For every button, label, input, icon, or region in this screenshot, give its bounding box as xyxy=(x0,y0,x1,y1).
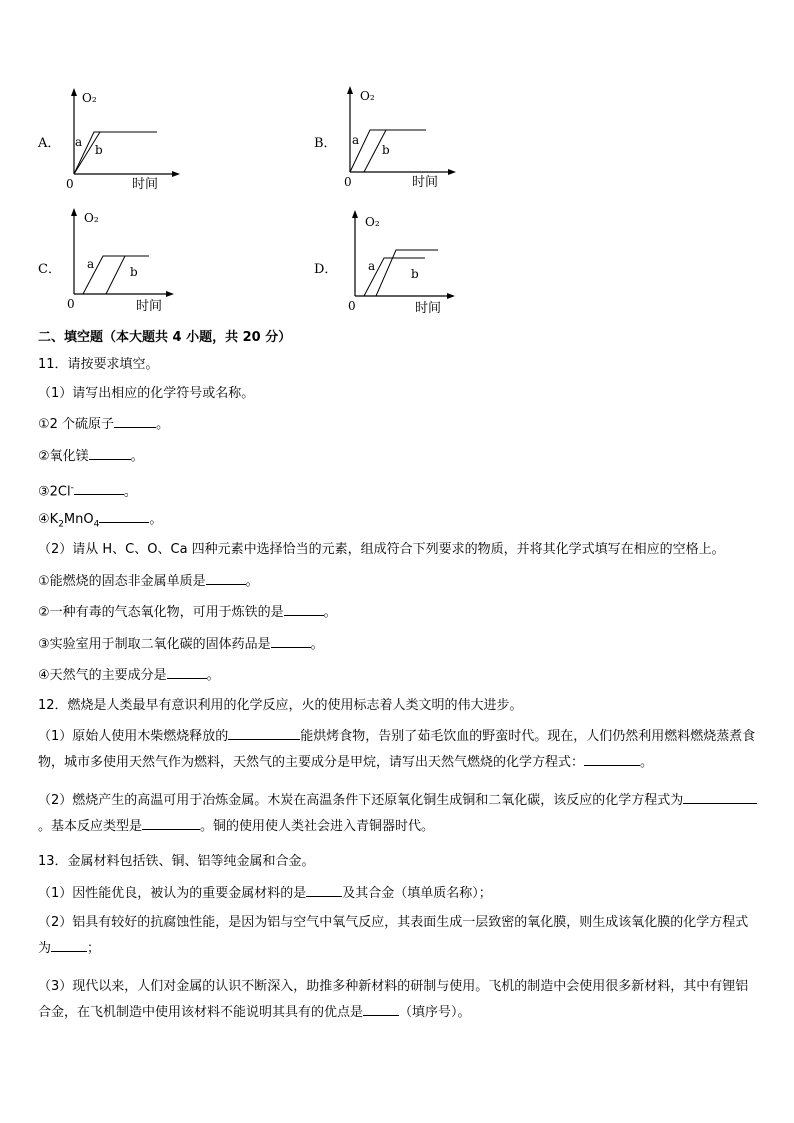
q11-item3 xyxy=(38,479,137,501)
q12-part2-text-a: （2）燃烧产生的高温可用于冶炼金属。木炭在高温条件下还原氧化铜生成铜和二氧化碳，该反应的化学方程式为 xyxy=(38,793,684,808)
answer-blank[interactable] xyxy=(271,635,311,648)
q13-part3 xyxy=(38,974,758,1026)
option-d-label: D． xyxy=(314,262,338,277)
graph-d-x-label: 时间 xyxy=(415,301,442,316)
graph-d-svg xyxy=(341,210,481,320)
graph-c-origin: 0 xyxy=(67,297,75,311)
graph-a-label-a: a xyxy=(75,135,83,149)
graph-a-origin: 0 xyxy=(66,177,74,191)
graph-c-svg xyxy=(60,208,200,318)
graph-d-line-b xyxy=(376,250,438,296)
q13-part3-text: （3）现代以来，人们对金属的认识不断深入，助推多种新材料的研制与使用。飞机的制造中会使用很多新材料，其中有锂铝合金，在飞机制造中使用该材料不能说明其具有的优点是 xyxy=(38,979,749,1020)
q11-sub3 xyxy=(38,635,324,654)
q11-item4-sub2: 4 xyxy=(93,519,100,530)
q11-item2-text: ②氧化镁 xyxy=(38,449,89,464)
answer-blank[interactable] xyxy=(284,603,324,616)
q11-sub2-end: 。 xyxy=(323,605,337,620)
graph-c-label-a: a xyxy=(87,257,95,271)
graph-d xyxy=(341,210,481,320)
q11-item3-end: 。 xyxy=(123,484,137,500)
graph-b xyxy=(336,86,476,196)
graph-c-line-b xyxy=(106,256,125,294)
graph-b-y-label: O₂ xyxy=(360,89,375,103)
q11-item1-text: ①2 个硫原子 xyxy=(38,417,115,432)
graph-b-label-b: b xyxy=(382,143,390,157)
answer-blank[interactable] xyxy=(306,884,342,897)
q11-item4-mid: MnO xyxy=(63,512,94,527)
q11-sub1 xyxy=(38,572,259,591)
q12-stem: 12．燃烧是人类最早有意识利用的化学反应，火的使用标志着人类文明的伟大进步。 xyxy=(38,698,523,713)
answer-blank[interactable] xyxy=(51,939,87,952)
q12-part1 xyxy=(38,724,758,776)
q13-part1-text-b: 及其合金（填单质名称）； xyxy=(342,886,492,901)
q11-item4-sub1: 2 xyxy=(58,519,64,530)
answer-blank[interactable] xyxy=(584,753,640,766)
q11-item2-end: 。 xyxy=(130,449,144,464)
graph-b-x-label: 时间 xyxy=(412,175,439,190)
q11-sub2 xyxy=(38,603,337,622)
q11-item1 xyxy=(38,415,169,434)
q13-stem: 13．金属材料包括铁、铜、铝等纯金属和合金。 xyxy=(38,854,315,869)
q11-item4-end: 。 xyxy=(149,512,163,527)
q11-sub4 xyxy=(38,666,220,685)
q12-part1-end: 。 xyxy=(640,755,654,770)
graph-a-y-label: O₂ xyxy=(82,91,97,105)
q11-sub2-text: ②一种有毒的气态氧化物，可用于炼铁的是 xyxy=(38,605,284,620)
q11-item2 xyxy=(38,447,144,466)
graph-c-y-label: O₂ xyxy=(84,211,99,225)
graph-d-label-b: b xyxy=(411,267,419,281)
q13-part2 xyxy=(38,910,758,962)
q11-sub3-end: 。 xyxy=(310,637,324,652)
q11-item3-text: ③2Cl xyxy=(38,484,71,500)
graph-a-x-label: 时间 xyxy=(132,177,159,192)
graph-b-label-a: a xyxy=(352,133,360,147)
graph-c-x-label: 时间 xyxy=(136,299,163,314)
q11-sub4-text: ④天然气的主要成分是 xyxy=(38,668,167,683)
section-title: 二、填空题（本大题共 4 小题，共 20 分） xyxy=(38,330,292,345)
answer-blank[interactable] xyxy=(228,727,300,740)
q11-part2: （2）请从 H、C、O、Ca 四种元素中选择恰当的元素，组成符合下列要求的物质，并将其化学式填写在相应的空格上。 xyxy=(38,542,725,557)
q11-item4 xyxy=(38,510,162,534)
graph-c xyxy=(60,208,200,318)
q11-item1-end: 。 xyxy=(156,417,170,432)
answer-blank[interactable] xyxy=(142,817,200,830)
q13-part2-text: （2）铝具有较好的抗腐蚀性能，是因为铝与空气中氧气反应，其表面生成一层致密的氧化膜，则生成该氧化膜的化学方程式为 xyxy=(38,915,749,956)
answer-blank[interactable] xyxy=(89,447,131,460)
q11-sub1-end: 。 xyxy=(245,574,259,589)
graph-d-label-a: a xyxy=(368,259,376,273)
graph-a-label-b: b xyxy=(95,143,103,157)
answer-blank[interactable] xyxy=(683,791,757,804)
q11-item3-sup: - xyxy=(70,483,74,493)
option-c-label: C． xyxy=(38,262,61,277)
answer-blank[interactable] xyxy=(167,666,207,679)
answer-blank[interactable] xyxy=(206,572,246,585)
graph-b-origin: 0 xyxy=(344,175,352,189)
option-b-label: B． xyxy=(314,136,337,151)
graph-d-y-label: O₂ xyxy=(365,215,380,229)
answer-blank[interactable] xyxy=(114,415,156,428)
q12-part1-text-b: 能烘烤食物，告别了茹毛饮血的野蛮时代。现在，人们仍然利用燃料燃烧蒸煮食物，城市多使用天然气作为燃料，天然气的主要成分是甲烷，请写出天然气燃烧的化学方程式： xyxy=(38,729,756,770)
q12-part1-text-a: （1）原始人使用木柴燃烧释放的 xyxy=(38,729,229,744)
q11-part1: （1）请写出相应的化学符号或名称。 xyxy=(38,386,255,401)
answer-blank[interactable] xyxy=(363,1003,399,1016)
q12-part2 xyxy=(38,788,758,840)
q13-part1-text-a: （1）因性能优良，被认为的重要金属材料的是 xyxy=(38,886,307,901)
q12-part2-text-c: 。铜的使用使人类社会进入青铜器时代。 xyxy=(200,819,435,834)
q11-item4-k: ④K xyxy=(38,512,59,527)
q13-part3-end: （填序号）。 xyxy=(399,1005,471,1020)
q13-part1 xyxy=(38,884,492,903)
q11-stem: 11．请按要求填空。 xyxy=(38,357,159,372)
q11-sub1-text: ①能燃烧的固态非金属单质是 xyxy=(38,574,206,589)
q11-sub4-end: 。 xyxy=(206,668,220,683)
q12-part2-text-b: 。基本反应类型是 xyxy=(38,819,143,834)
answer-blank[interactable] xyxy=(74,482,124,495)
option-a-label: A． xyxy=(38,136,61,151)
graph-c-label-b: b xyxy=(130,265,138,279)
graph-a xyxy=(60,88,200,198)
graph-d-origin: 0 xyxy=(348,299,356,313)
answer-blank[interactable] xyxy=(99,510,149,523)
q13-part2-end: ； xyxy=(87,941,101,956)
q11-sub3-text: ③实验室用于制取二氧化碳的固体药品是 xyxy=(38,637,271,652)
